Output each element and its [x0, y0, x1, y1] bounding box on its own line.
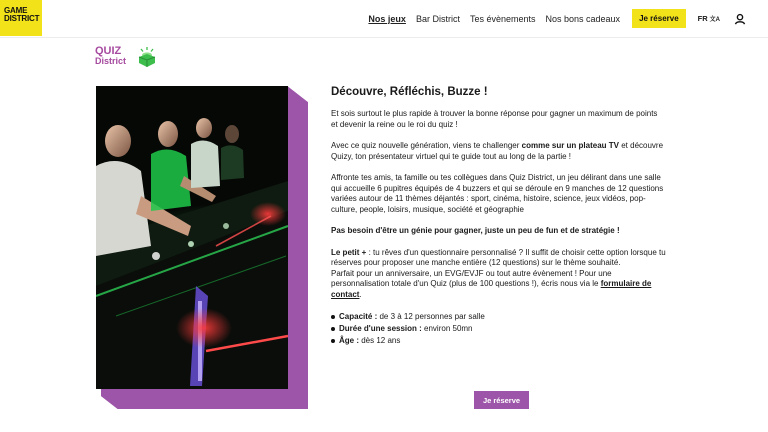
tv-text-c: et découvre Quizy, ton présentateur virtuel qui te guide tout au long de la partie ! [331, 141, 664, 161]
intro-paragraph: Et sois surtout le plus rapide à trouver la bonne réponse pour gagner un maximum de points et devenir la reine ou le roi du quiz ! [331, 109, 658, 129]
capacity-value: de 3 à 12 personnes par salle [377, 312, 485, 321]
list-item [331, 335, 666, 347]
logo-line1: GAME [4, 6, 28, 15]
list-item [331, 323, 666, 335]
nav-bar-district[interactable]: Bar District [415, 13, 460, 24]
tv-paragraph [331, 141, 666, 162]
duration-label: Durée d'une session : [339, 324, 422, 333]
tagline-text: Pas besoin d'être un génie pour gagner, juste un peu de fun et de stratégie ! [331, 226, 620, 235]
list-item [331, 311, 666, 323]
user-icon[interactable] [734, 13, 746, 25]
nav-nos-jeux[interactable]: Nos jeux [368, 13, 406, 24]
petit-plus-paragraph [331, 248, 666, 269]
quiz-room-photo [96, 86, 288, 389]
custom-quiz-paragraph [331, 269, 666, 301]
duration-value: environ 50mn [421, 324, 473, 333]
capacity-label: Capacité : [339, 312, 378, 321]
description-paragraph: Affronte tes amis, ta famille ou tes collègues dans Quiz District, un jeu délirant dans une salle qui accueille 6 pupitres équipés de 4 buzzers et qui se déroule en 9 manches de 12 questions variées autour de 11 thèmes déjantés : sport, cinéma, histoire, science, jeux vidéos, pop-culture, people, loisirs, musique, société et géographie [331, 173, 664, 214]
tv-text-a: Avec ce quiz nouvelle génération, viens te challenger [331, 141, 522, 150]
quiz-room-illustration [96, 86, 288, 389]
quiz-logo-line1: QUIZ [95, 45, 122, 57]
tv-text-bold: comme sur un plateau TV [521, 141, 619, 150]
reserve-button[interactable]: Je réserve [474, 391, 529, 409]
contact-form-link[interactable]: formulaire de contact [331, 279, 652, 299]
language-selector[interactable] [698, 14, 720, 23]
quiz-logo-text [95, 46, 126, 66]
nav-tes-evenements[interactable]: Tes évènements [469, 13, 536, 24]
petit-plus-text: : tu rêves d'un questionnaire personnalisé ? Il suffit de choisir cette option lorsque tu réserves pour proposer une manche entière (12 questions) sur le thème souhaité. [331, 247, 666, 267]
site-header [0, 0, 768, 38]
logo-line2: DISTRICT [4, 14, 40, 23]
custom-quiz-text: Parfait pour un anniversaire, un EVG/EVJF ou tout autre évènement ! Pour une personnalisation totale d'un Quiz (plus de 100 questions !), écris nous via le [331, 268, 612, 288]
page-title: Découvre, Réfléchis, Buzze ! [331, 86, 488, 98]
main-content [331, 86, 666, 347]
age-label: Âge : [339, 336, 359, 345]
quiz-logo-line2: District [95, 56, 127, 66]
tagline-paragraph [331, 226, 666, 237]
game-district-logo[interactable] [0, 0, 42, 36]
age-value: dès 12 ans [359, 336, 401, 345]
language-label: FR [697, 14, 708, 23]
main-nav [368, 0, 768, 37]
quiz-district-logo [95, 46, 159, 68]
header-reserve-button[interactable]: Je réserve [632, 9, 686, 28]
nav-bons-cadeaux[interactable]: Nos bons cadeaux [545, 13, 621, 24]
custom-quiz-end: . [359, 289, 362, 299]
petit-plus-label: Le petit + [331, 247, 369, 257]
buzzer-icon [137, 46, 157, 68]
game-info-list [331, 311, 666, 347]
translate-icon: 文A [709, 17, 720, 23]
